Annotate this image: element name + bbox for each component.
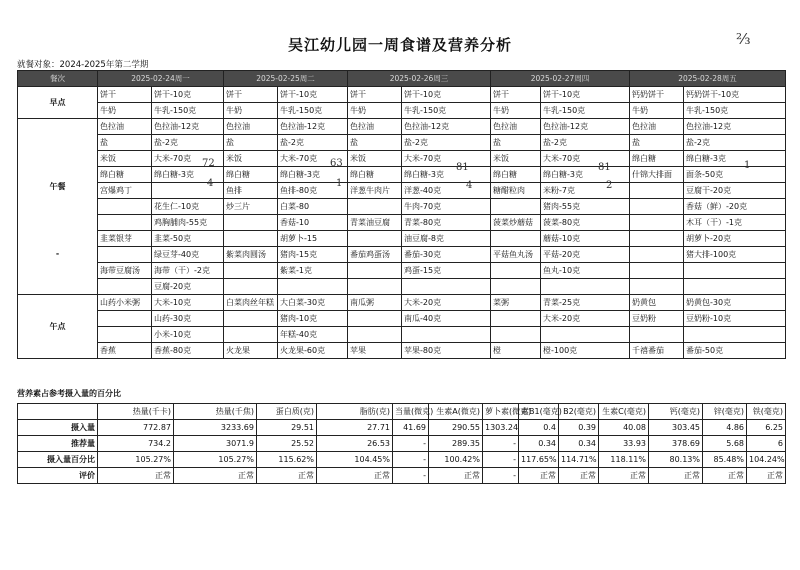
handwritten-mark: ⅔ <box>736 30 751 48</box>
ingredient-cell: 大米-20克 <box>402 295 491 311</box>
nutrient-header: B2(毫克) <box>559 404 599 420</box>
nutrition-row <box>18 452 786 468</box>
dish-name-cell <box>348 327 402 343</box>
ingredient-cell: 韭菜-50克 <box>152 231 224 247</box>
nutrition-value: 25.52 <box>257 436 317 452</box>
ingredient-cell: 大米-10克 <box>152 295 224 311</box>
dish-name-cell <box>98 327 152 343</box>
ingredient-cell: 山药-30克 <box>152 311 224 327</box>
ingredient-cell: 盐-2克 <box>541 135 630 151</box>
dish-name-cell <box>630 247 684 263</box>
ingredient-cell: 盐-2克 <box>278 135 348 151</box>
dish-name-cell <box>348 279 402 295</box>
dish-name-cell: 盐 <box>98 135 152 151</box>
nutrient-header: 热量(千卡) <box>98 404 174 420</box>
ingredient-cell: 鸡胸脯肉-55克 <box>152 215 224 231</box>
ingredient-cell: 大白菜-30克 <box>278 295 348 311</box>
nutrient-header: 生素A(微克) <box>429 404 483 420</box>
nutrition-row <box>18 420 786 436</box>
menu-row <box>18 231 786 247</box>
nutrition-value: 118.11% <box>599 452 649 468</box>
dish-name-cell: 绵白糖 <box>630 151 684 167</box>
dish-name-cell <box>98 215 152 231</box>
nutrition-value: 105.27% <box>174 452 257 468</box>
nutrition-value: 6.25 <box>747 420 786 436</box>
nutrition-value: 0.34 <box>559 436 599 452</box>
nutrition-row <box>18 436 786 452</box>
nutrition-value: 5.68 <box>703 436 747 452</box>
ingredient-cell: 色拉油-12克 <box>541 119 630 135</box>
ingredient-cell: 香菇（鲜）-20克 <box>684 199 786 215</box>
dish-name-cell <box>630 327 684 343</box>
nutrition-value: 正常 <box>317 468 393 484</box>
nutrient-header: 脂肪(克) <box>317 404 393 420</box>
dish-name-cell: 色拉油 <box>224 119 278 135</box>
dish-name-cell: 什锦大排面 <box>630 167 684 183</box>
nutrient-header: 生素C(毫克) <box>599 404 649 420</box>
dish-name-cell: 米饭 <box>491 151 541 167</box>
ingredient-cell: 大米-70克 <box>278 151 348 167</box>
dish-name-cell: 绵白糖 <box>224 167 278 183</box>
ingredient-cell: 奶黄包-30克 <box>684 295 786 311</box>
dish-name-cell: 色拉油 <box>348 119 402 135</box>
ingredient-cell: 盐-2克 <box>684 135 786 151</box>
nutrition-value: 33.93 <box>599 436 649 452</box>
menu-row <box>18 279 786 295</box>
ingredient-cell <box>402 279 491 295</box>
dish-name-cell: 菜粥 <box>491 295 541 311</box>
nutrition-value: 正常 <box>257 468 317 484</box>
nutrition-value: - <box>483 436 519 452</box>
nutrition-value: 303.45 <box>649 420 703 436</box>
menu-row <box>18 87 786 103</box>
ingredient-cell: 木耳（干）-1克 <box>684 215 786 231</box>
day-header: 2025-02-26周三 <box>348 71 491 87</box>
ingredient-cell: 色拉油-12克 <box>684 119 786 135</box>
nutrition-value: 6 <box>747 436 786 452</box>
ingredient-cell: 大米-70克 <box>541 151 630 167</box>
nutrition-value: 3071.9 <box>174 436 257 452</box>
nutrition-value: 正常 <box>519 468 559 484</box>
dish-name-cell: 豆奶粉 <box>630 311 684 327</box>
dish-name-cell <box>491 231 541 247</box>
menu-row <box>18 183 786 199</box>
handwritten-note: 72 <box>202 158 215 169</box>
ingredient-cell: 盐-2克 <box>402 135 491 151</box>
handwritten-note: 2 <box>606 180 613 191</box>
nutrition-value: 27.71 <box>317 420 393 436</box>
ingredient-cell: 油豆腐-8克 <box>402 231 491 247</box>
dish-name-cell: 盐 <box>630 135 684 151</box>
nutrient-header: 素B1(毫克) <box>519 404 559 420</box>
ingredient-cell <box>684 279 786 295</box>
ingredient-cell: 猪大排-100克 <box>684 247 786 263</box>
nutrition-value: 正常 <box>559 468 599 484</box>
ingredient-cell: 猪肉-55克 <box>541 199 630 215</box>
dish-name-cell: 火龙果 <box>224 343 278 359</box>
nutrition-value: 289.35 <box>429 436 483 452</box>
meal-label-text: 午餐 <box>49 182 66 191</box>
dish-name-cell <box>98 311 152 327</box>
ingredient-cell: 香蕉-80克 <box>152 343 224 359</box>
handwritten-note: 81 <box>456 162 469 173</box>
ingredient-cell: 平菇-20克 <box>541 247 630 263</box>
dish-name-cell: 牛奶 <box>224 103 278 119</box>
ingredient-cell: 绵白糖-3克 <box>402 167 491 183</box>
nutrition-value: 1303.24 <box>483 420 519 436</box>
ingredient-cell: 紫菜-1克 <box>278 263 348 279</box>
nutrition-value: - <box>393 452 429 468</box>
dish-name-cell <box>630 183 684 199</box>
ingredient-cell: 盐-2克 <box>152 135 224 151</box>
handwritten-note: 4 <box>466 180 473 191</box>
meal-label: 早点 <box>18 87 98 119</box>
dish-name-cell: 牛奶 <box>98 103 152 119</box>
menu-row <box>18 311 786 327</box>
ingredient-cell: 白菜-80 <box>278 199 348 215</box>
handwritten-note: 1 <box>744 160 751 171</box>
ingredient-cell: 猪肉-15克 <box>278 247 348 263</box>
ingredient-cell: 牛肉-70克 <box>402 199 491 215</box>
nutrient-header: 锌(毫克) <box>703 404 747 420</box>
dish-name-cell: 紫菜肉圆汤 <box>224 247 278 263</box>
nutrition-value: 105.27% <box>98 452 174 468</box>
nutrition-value: 290.55 <box>429 420 483 436</box>
handwritten-note: 63 <box>330 158 343 169</box>
nutrition-value: 正常 <box>98 468 174 484</box>
ingredient-cell: 鱼丸-10克 <box>541 263 630 279</box>
day-header: 2025-02-25周二 <box>224 71 348 87</box>
ingredient-cell: 大米-20克 <box>541 311 630 327</box>
menu-row <box>18 119 786 135</box>
ingredient-cell: 饼干-10克 <box>278 87 348 103</box>
dish-name-cell: 饼干 <box>224 87 278 103</box>
menu-row <box>18 135 786 151</box>
handwritten-note: 1 <box>336 178 343 189</box>
menu-header-row <box>18 71 786 87</box>
dish-name-cell <box>98 247 152 263</box>
dish-name-cell <box>630 215 684 231</box>
nutrient-header: 蛋白质(克) <box>257 404 317 420</box>
dish-name-cell: 米饭 <box>98 151 152 167</box>
nutrition-value: 80.13% <box>649 452 703 468</box>
dish-name-cell: 绵白糖 <box>491 167 541 183</box>
meal-label-dash: - <box>55 249 60 258</box>
dish-name-cell: 盐 <box>224 135 278 151</box>
ingredient-cell: 鱼排-80克 <box>278 183 348 199</box>
nutrition-value: 0.4 <box>519 420 559 436</box>
ingredient-cell: 苹果-80克 <box>402 343 491 359</box>
nutrition-section-title: 营养素占参考摄入量的百分比 <box>17 389 121 398</box>
ingredient-cell: 青菜-80克 <box>402 215 491 231</box>
menu-row <box>18 295 786 311</box>
nutrition-value: 4.86 <box>703 420 747 436</box>
ingredient-cell: 色拉油-12克 <box>278 119 348 135</box>
dish-name-cell <box>630 279 684 295</box>
nutrition-value: - <box>483 468 519 484</box>
ingredient-cell: 饼干-10克 <box>152 87 224 103</box>
nutrition-corner-cell <box>18 404 98 420</box>
nutrition-value: 104.45% <box>317 452 393 468</box>
day-header: 2025-02-24周一 <box>98 71 224 87</box>
ingredient-cell: 绵白糖-3克 <box>152 167 224 183</box>
menu-row <box>18 215 786 231</box>
day-header: 2025-02-28周五 <box>630 71 786 87</box>
dish-name-cell: 海带豆腐汤 <box>98 263 152 279</box>
nutrition-value: 正常 <box>174 468 257 484</box>
dish-name-cell: 绵白糖 <box>348 167 402 183</box>
nutrition-value: 100.42% <box>429 452 483 468</box>
ingredient-cell: 小米-10克 <box>152 327 224 343</box>
menu-row <box>18 327 786 343</box>
dish-name-cell <box>491 279 541 295</box>
dish-name-cell <box>224 279 278 295</box>
dish-name-cell: 色拉油 <box>491 119 541 135</box>
dish-name-cell <box>348 231 402 247</box>
ingredient-cell: 面条-50克 <box>684 167 786 183</box>
ingredient-cell: 牛乳-150克 <box>684 103 786 119</box>
dish-name-cell: 钙奶饼干 <box>630 87 684 103</box>
dish-name-cell: 盐 <box>348 135 402 151</box>
ingredient-cell: 绵白糖-3克 <box>541 167 630 183</box>
nutrition-row-label: 推荐量 <box>18 436 98 452</box>
nutrition-row-label: 评价 <box>18 468 98 484</box>
ingredient-cell: 南瓜-40克 <box>402 311 491 327</box>
ingredient-cell: 番茄-50克 <box>684 343 786 359</box>
meal-label <box>18 119 98 295</box>
handwritten-note: 81 <box>598 162 611 173</box>
ingredient-cell: 猪肉-10克 <box>278 311 348 327</box>
ingredient-cell: 蘑菇-10克 <box>541 231 630 247</box>
dish-name-cell: 牛奶 <box>630 103 684 119</box>
menu-row <box>18 199 786 215</box>
ingredient-cell <box>402 327 491 343</box>
nutrition-value: 41.69 <box>393 420 429 436</box>
handwritten-note: 4 <box>207 178 214 189</box>
nutrition-value: 40.08 <box>599 420 649 436</box>
dish-name-cell: 韭菜银芽 <box>98 231 152 247</box>
dish-name-cell <box>224 231 278 247</box>
nutrition-value: 正常 <box>429 468 483 484</box>
ingredient-cell: 牛乳-150克 <box>402 103 491 119</box>
dish-name-cell <box>98 199 152 215</box>
meal-column-header: 餐次 <box>18 71 98 87</box>
nutrition-value: 正常 <box>703 468 747 484</box>
ingredient-cell: 豆奶粉-10克 <box>684 311 786 327</box>
dish-name-cell <box>491 311 541 327</box>
nutrition-value: 3233.69 <box>174 420 257 436</box>
nutrition-value: - <box>483 452 519 468</box>
nutrient-header: 当量(微克) <box>393 404 429 420</box>
dish-name-cell: 番茄鸡蛋汤 <box>348 247 402 263</box>
ingredient-cell: 饼干-10克 <box>541 87 630 103</box>
dish-name-cell: 绵白糖 <box>98 167 152 183</box>
dish-name-cell: 牛奶 <box>348 103 402 119</box>
dish-name-cell: 米饭 <box>348 151 402 167</box>
ingredient-cell: 青菜-25克 <box>541 295 630 311</box>
dish-name-cell: 青菜油豆腐 <box>348 215 402 231</box>
ingredient-cell: 大米-70克 <box>402 151 491 167</box>
dish-name-cell: 千禧番茄 <box>630 343 684 359</box>
nutrition-row-label: 摄入量百分比 <box>18 452 98 468</box>
dish-name-cell: 鱼排 <box>224 183 278 199</box>
ingredient-cell: 火龙果-60克 <box>278 343 348 359</box>
dish-name-cell: 南瓜粥 <box>348 295 402 311</box>
ingredient-cell: 牛乳-150克 <box>278 103 348 119</box>
dish-name-cell <box>224 263 278 279</box>
subtitle: 就餐对象：2024-2025年第二学期 <box>17 60 149 70</box>
ingredient-cell <box>684 327 786 343</box>
nutrition-value: 正常 <box>747 468 786 484</box>
day-header: 2025-02-27周四 <box>491 71 630 87</box>
nutrient-header: 铁(毫克) <box>747 404 786 420</box>
dish-name-cell <box>630 263 684 279</box>
ingredient-cell: 饼干-10克 <box>402 87 491 103</box>
nutrition-value: 26.53 <box>317 436 393 452</box>
nutrition-value: 772.87 <box>98 420 174 436</box>
dish-name-cell <box>224 215 278 231</box>
menu-table <box>17 70 786 359</box>
ingredient-cell: 绿豆芽-40克 <box>152 247 224 263</box>
dish-name-cell <box>224 327 278 343</box>
nutrition-value: - <box>393 436 429 452</box>
ingredient-cell: 胡萝卜-20克 <box>684 231 786 247</box>
dish-name-cell: 炒三片 <box>224 199 278 215</box>
nutrition-value: 正常 <box>599 468 649 484</box>
dish-name-cell: 香蕉 <box>98 343 152 359</box>
ingredient-cell <box>541 279 630 295</box>
ingredient-cell: 鸡蛋-15克 <box>402 263 491 279</box>
dish-name-cell: 菠菜炒蘑菇 <box>491 215 541 231</box>
dish-name-cell: 奶黄包 <box>630 295 684 311</box>
nutrition-value: 29.51 <box>257 420 317 436</box>
ingredient-cell: 绵白糖-3克 <box>684 151 786 167</box>
dish-name-cell: 盐 <box>491 135 541 151</box>
dish-name-cell: 平菇鱼丸汤 <box>491 247 541 263</box>
nutrition-table <box>17 403 786 484</box>
dish-name-cell: 色拉油 <box>98 119 152 135</box>
dish-name-cell: 牛奶 <box>491 103 541 119</box>
dish-name-cell: 宫爆鸡丁 <box>98 183 152 199</box>
dish-name-cell <box>630 199 684 215</box>
ingredient-cell: 香菇-10 <box>278 215 348 231</box>
nutrition-value: 104.24% <box>747 452 786 468</box>
dish-name-cell: 饼干 <box>98 87 152 103</box>
dish-name-cell: 白菜肉丝年糕 <box>224 295 278 311</box>
ingredient-cell: 豆腐干-20克 <box>684 183 786 199</box>
dish-name-cell: 米饭 <box>224 151 278 167</box>
nutrition-value: 115.62% <box>257 452 317 468</box>
ingredient-cell: 色拉油-12克 <box>402 119 491 135</box>
ingredient-cell: 钙奶饼干-10克 <box>684 87 786 103</box>
nutrition-value: 0.34 <box>519 436 559 452</box>
dish-name-cell <box>348 263 402 279</box>
menu-row <box>18 247 786 263</box>
ingredient-cell <box>278 279 348 295</box>
dish-name-cell <box>491 199 541 215</box>
meal-label: 午点 <box>18 295 98 359</box>
dish-name-cell <box>491 263 541 279</box>
nutrient-header: 萝卜素(微克) <box>483 404 519 420</box>
ingredient-cell: 菠菜-80克 <box>541 215 630 231</box>
menu-row <box>18 343 786 359</box>
dish-name-cell <box>348 199 402 215</box>
nutrition-value: 117.65% <box>519 452 559 468</box>
nutrition-row-label: 摄入量 <box>18 420 98 436</box>
nutrition-row <box>18 468 786 484</box>
page-title: 吴江幼儿园一周食谱及营养分析 <box>287 36 512 54</box>
menu-row <box>18 263 786 279</box>
dish-name-cell: 橙 <box>491 343 541 359</box>
nutrition-value: 114.71% <box>559 452 599 468</box>
dish-name-cell <box>348 311 402 327</box>
nutrition-value: 正常 <box>649 468 703 484</box>
ingredient-cell: 胡萝卜-15 <box>278 231 348 247</box>
dish-name-cell: 糖醋粒肉 <box>491 183 541 199</box>
ingredient-cell: 年糕-40克 <box>278 327 348 343</box>
ingredient-cell: 色拉油-12克 <box>152 119 224 135</box>
ingredient-cell <box>541 327 630 343</box>
ingredient-cell: 海带（干）-2克 <box>152 263 224 279</box>
ingredient-cell: 绵白糖-3克 <box>278 167 348 183</box>
nutrient-header: 钙(毫克) <box>649 404 703 420</box>
ingredient-cell: 牛乳-150克 <box>541 103 630 119</box>
dish-name-cell: 山药小米粥 <box>98 295 152 311</box>
nutrition-value: 0.39 <box>559 420 599 436</box>
ingredient-cell: 洋葱-40克 <box>402 183 491 199</box>
menu-row <box>18 103 786 119</box>
ingredient-cell <box>684 263 786 279</box>
dish-name-cell <box>491 327 541 343</box>
dish-name-cell: 苹果 <box>348 343 402 359</box>
ingredient-cell: 花生仁-10克 <box>152 199 224 215</box>
dish-name-cell: 色拉油 <box>630 119 684 135</box>
dish-name-cell: 饼干 <box>348 87 402 103</box>
menu-row <box>18 151 786 167</box>
dish-name-cell: 洋葱牛肉片 <box>348 183 402 199</box>
nutrition-value: 378.69 <box>649 436 703 452</box>
ingredient-cell: 米粉-7克 <box>541 183 630 199</box>
dish-name-cell <box>224 311 278 327</box>
nutrition-header-row <box>18 404 786 420</box>
ingredient-cell: 番茄-30克 <box>402 247 491 263</box>
menu-row <box>18 167 786 183</box>
nutrient-header: 热量(千焦) <box>174 404 257 420</box>
dish-name-cell <box>98 279 152 295</box>
ingredient-cell: 牛乳-150克 <box>152 103 224 119</box>
ingredient-cell: 橙-100克 <box>541 343 630 359</box>
dish-name-cell <box>630 231 684 247</box>
nutrition-value: - <box>393 468 429 484</box>
ingredient-cell: 大米-70克 <box>152 151 224 167</box>
nutrition-value: 734.2 <box>98 436 174 452</box>
ingredient-cell: 豆腐-20克 <box>152 279 224 295</box>
nutrition-value: 85.48% <box>703 452 747 468</box>
dish-name-cell: 饼干 <box>491 87 541 103</box>
